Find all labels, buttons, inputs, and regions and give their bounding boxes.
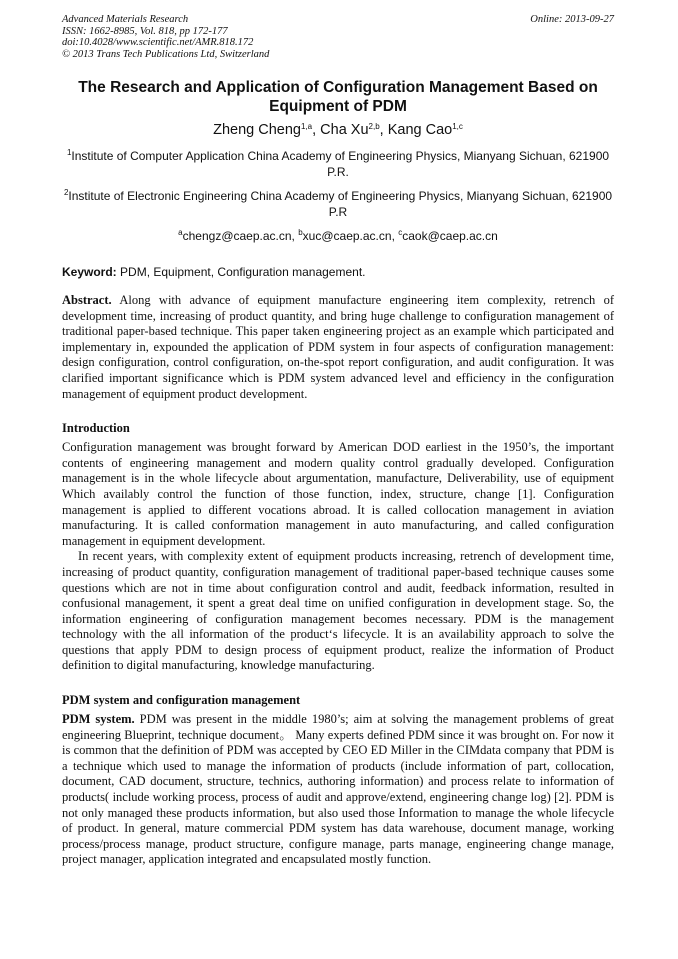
email-link[interactable]: xuc@caep.ac.cn (302, 229, 392, 243)
author-sup: 1,c (452, 122, 463, 131)
affiliation-text: Institute of Computer Application China Academy of Engineering Physics, Mianyang Sichuan, 621900 P.R. (71, 149, 610, 179)
email-sup: a (178, 228, 183, 237)
affiliation-sup: 1 (66, 148, 72, 157)
author-list: Zheng Cheng$^{1,a}$, Cha Xu$^{2,b}$, Kang Cao$^{1,c}$ (213, 122, 463, 138)
email-sup: b (298, 228, 303, 237)
pdm-label: PDM system. (62, 712, 135, 727)
journal-name: Advanced Materials Research (62, 14, 189, 25)
email-link[interactable]: caok@caep.ac.cn (402, 229, 498, 243)
author-sup: 2,b (368, 122, 380, 131)
author-sup: 1,a (300, 122, 313, 131)
doi-line: doi:10.4028/www.scientific.net/AMR.818.172 (62, 37, 254, 48)
affiliation-sup: 2 (63, 188, 69, 197)
copyright-line: © 2013 Trans Tech Publications Ltd, Switzerland (62, 48, 270, 60)
keyword-text: PDM, Equipment, Configuration management. (120, 265, 366, 279)
keyword-line (62, 264, 614, 280)
email-sup: c (398, 228, 403, 237)
pdm-paragraph (62, 712, 614, 868)
introduction-heading: Introduction (62, 421, 130, 436)
online-date: Online: 2013-09-27 (530, 14, 614, 25)
abstract-text: Along with advance of equipment manufacture engineering item complexity, retrench of development time, increasing of product quantity, and bring huge challenge to configuration management of traditional paper-based technique. This paper taken engineering project as an example which participated and implementary in, expounded the application of PDM system in four aspects of configuration management: design configuration, control configuration, on-the-spot report configuration, and audit configuration. It was clarified important significance which is PDM system advanced level and efficiency in the configuration management of equipment product development. (62, 293, 615, 401)
email-list: $^a$chengz@caep.ac.cn, $^b$xuc@caep.ac.cn, $^c$caok@caep.ac.cn (178, 228, 498, 243)
journal-header (62, 14, 614, 60)
introduction-paragraph-2: In recent years, with complexity extent of equipment products increasing, retrench of development time, increasing of product quantity, configuration management of traditional paper-based technique causes some questions which are not in time about configuration control and audit, feedback information, resulted in confusional management, it spent a great deal time on unified configuration in development stage. So, the information engineering of configuration management becomes necessary. PDM is the management technology with the all information of the product‘s lifecycle. It is an availability approach to solve the questions that apply PDM to design process of equipment product, realize the information of Product definition to digital manufacturing, knowledge manufacturing. (62, 549, 614, 673)
abstract-label: Abstract. (62, 293, 112, 307)
introduction-paragraph-1: Configuration management was brought forward by American DOD earliest in the 1950’s, the important contents of engineering management and modern quality control gradually developed. Configuration management is in the whole lifecycle about argumentation, manufacture, Deliverability, use of equipment Which availably control the function of those function, index, structure, change [1]. Configuration management is applied to different vocations abroad. It is called collocation management in aviation manufacturing. It is called conformation management in auto manufacturing, and called configuration management in equipment development. (62, 440, 614, 548)
email-link[interactable]: chengz@caep.ac.cn (182, 229, 292, 243)
pdm-section-heading: PDM system and configuration management (62, 693, 301, 708)
pdm-text: PDM was present in the middle 1980’s; aim at solving the management problems of great engineering Blueprint, technique document。 Many experts defined PDM since it was brought on. For now it is common that the definition of PDM was accepted by CEO ED Miller in the CIMdata company that PDM is a technique which used to manage the information of products (include information of part, collocation, document, CAD document, structure, technics, authoring information) and process relate to information of products( include working process, process of audit and approve/extend, engineering change log) [2]. PDM is not only managed these products information, but also used those Information to manage the whole lifecycle of product. In general, mature commercial PDM system has data warehouse, document manage, working process/process manage, product structure, configure manage, parts manage, engineering change manage, project manager, application integrated and encapsulated mostly function. (62, 712, 615, 867)
author-name: Cha Xu (320, 122, 369, 138)
paper-title: The Research and Application of Configuration Management Based on Equipment of PDM (78, 79, 598, 115)
affiliation-text: Institute of Electronic Engineering China Academy of Engineering Physics, Mianyang Sichuan, 621900 P.R (68, 189, 613, 219)
keyword-label: Keyword: (62, 265, 117, 279)
paper-page (62, 14, 614, 868)
affiliation-1 (62, 148, 614, 180)
author-name: Kang Cao (387, 122, 453, 138)
abstract (62, 293, 614, 402)
affiliation-2 (62, 188, 614, 220)
issn-line: ISSN: 1662-8985, Vol. 818, pp 172-177 (62, 25, 228, 37)
author-name: Zheng Cheng (213, 122, 301, 138)
